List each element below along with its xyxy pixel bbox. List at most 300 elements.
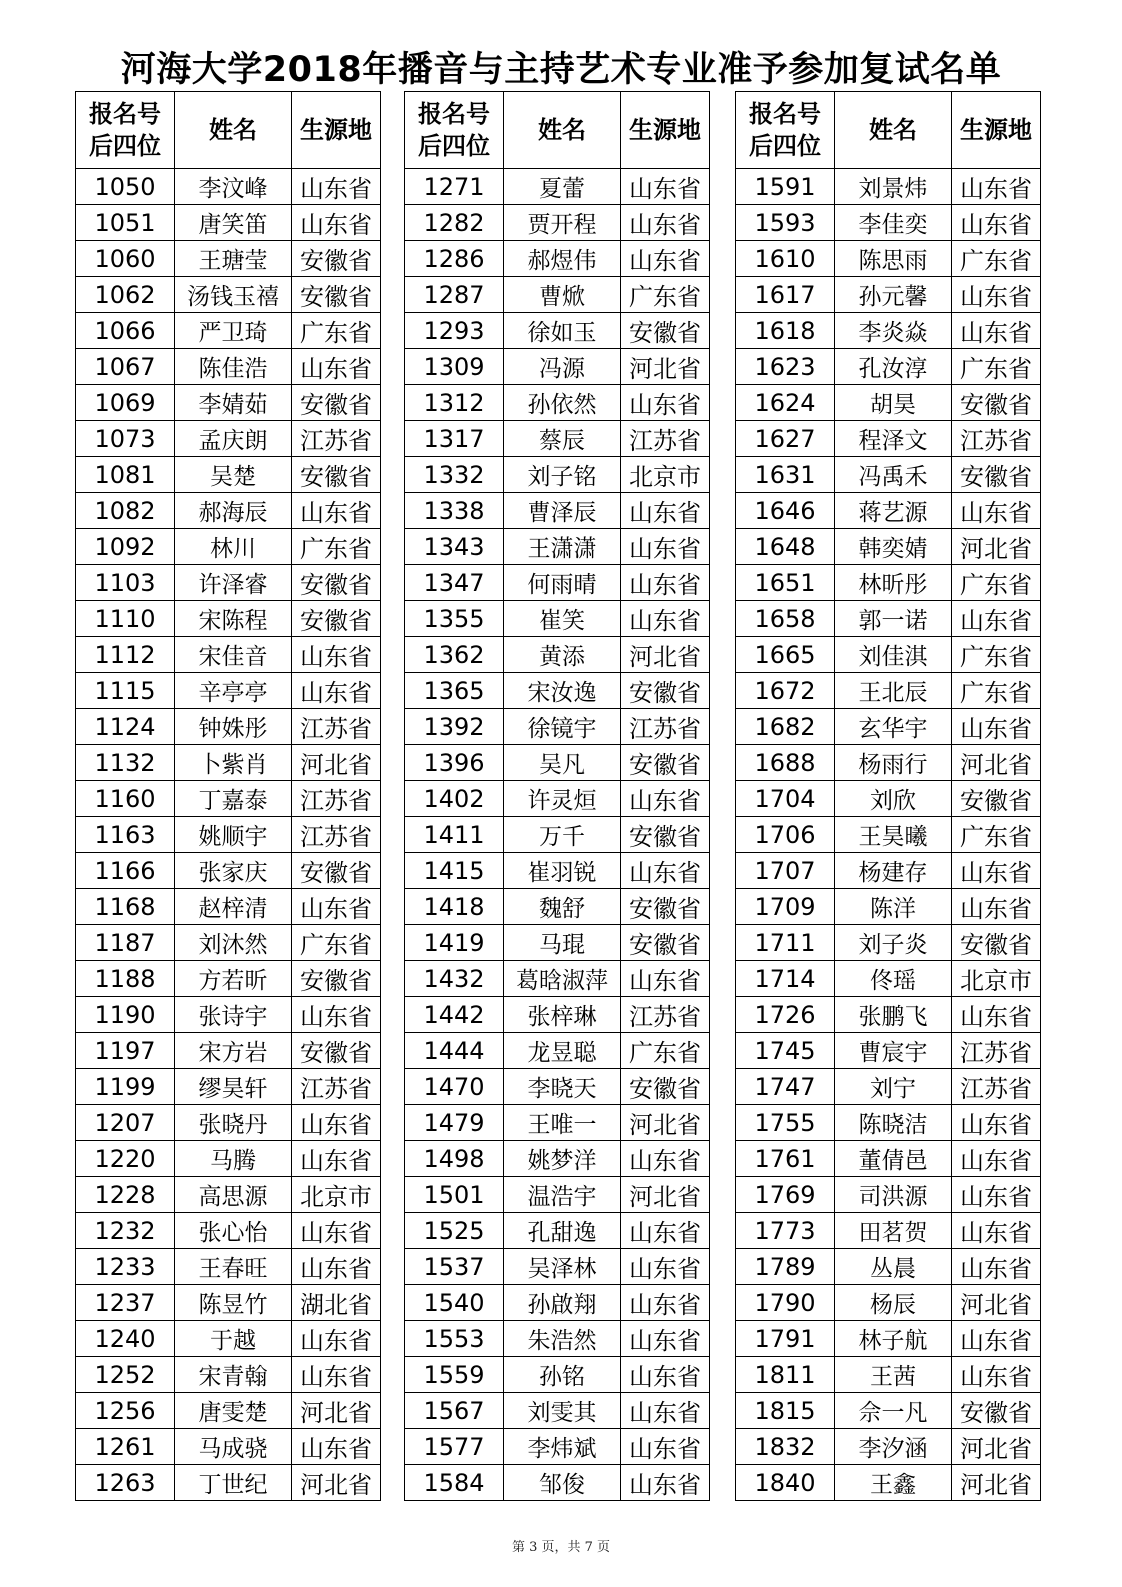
cell-name: 郝海辰 — [175, 493, 292, 529]
cell-name: 王昊曦 — [835, 817, 952, 853]
cell-province: 安徽省 — [292, 1033, 381, 1069]
cell-name: 田茗贺 — [835, 1213, 952, 1249]
table-row — [76, 241, 381, 277]
cell-registration-id: 1646 — [736, 493, 835, 529]
cell-name: 王潇潇 — [504, 529, 621, 565]
cell-name: 唐笑笛 — [175, 205, 292, 241]
cell-registration-id: 1790 — [736, 1285, 835, 1321]
table-row — [736, 529, 1041, 565]
cell-name: 刘宁 — [835, 1069, 952, 1105]
cell-province: 山东省 — [952, 1141, 1041, 1177]
table-row — [76, 1033, 381, 1069]
cell-registration-id: 1263 — [76, 1465, 175, 1501]
cell-name: 刘佳淇 — [835, 637, 952, 673]
table-row — [76, 601, 381, 637]
cell-province: 山东省 — [292, 1141, 381, 1177]
cell-province: 安徽省 — [292, 385, 381, 421]
cell-name: 王鑫 — [835, 1465, 952, 1501]
cell-registration-id: 1069 — [76, 385, 175, 421]
cell-name: 丛晨 — [835, 1249, 952, 1285]
table-row — [736, 457, 1041, 493]
cell-province: 广东省 — [952, 673, 1041, 709]
table-row — [736, 889, 1041, 925]
cell-province: 河北省 — [621, 1177, 710, 1213]
table-row — [405, 1465, 710, 1501]
cell-province: 安徽省 — [292, 853, 381, 889]
cell-registration-id: 1707 — [736, 853, 835, 889]
cell-name: 邹俊 — [504, 1465, 621, 1501]
cell-province: 山东省 — [621, 1393, 710, 1429]
table-row — [76, 853, 381, 889]
cell-registration-id: 1761 — [736, 1141, 835, 1177]
cell-name: 宋方岩 — [175, 1033, 292, 1069]
cell-registration-id: 1166 — [76, 853, 175, 889]
cell-registration-id: 1355 — [405, 601, 504, 637]
table-row — [405, 637, 710, 673]
cell-registration-id: 1402 — [405, 781, 504, 817]
cell-name: 马琨 — [504, 925, 621, 961]
cell-province: 河北省 — [292, 1465, 381, 1501]
cell-name: 唐雯楚 — [175, 1393, 292, 1429]
cell-province: 江苏省 — [292, 817, 381, 853]
cell-name: 佟瑶 — [835, 961, 952, 997]
cell-province: 安徽省 — [952, 457, 1041, 493]
cell-registration-id: 1682 — [736, 709, 835, 745]
cell-province: 山东省 — [952, 1249, 1041, 1285]
table-row — [76, 1105, 381, 1141]
cell-name: 崔羽锐 — [504, 853, 621, 889]
cell-name: 魏舒 — [504, 889, 621, 925]
cell-registration-id: 1286 — [405, 241, 504, 277]
cell-registration-id: 1627 — [736, 421, 835, 457]
cell-name: 温浩宇 — [504, 1177, 621, 1213]
table-row — [76, 1249, 381, 1285]
cell-name: 林子航 — [835, 1321, 952, 1357]
table-header-row — [405, 92, 710, 169]
table-row — [736, 1249, 1041, 1285]
cell-registration-id: 1672 — [736, 673, 835, 709]
table-row — [76, 637, 381, 673]
cell-registration-id: 1470 — [405, 1069, 504, 1105]
cell-province: 安徽省 — [621, 313, 710, 349]
cell-name: 孔汝淳 — [835, 349, 952, 385]
cell-registration-id: 1338 — [405, 493, 504, 529]
table-row — [405, 205, 710, 241]
cell-province: 河北省 — [952, 1285, 1041, 1321]
cell-name: 孟庆朗 — [175, 421, 292, 457]
cell-registration-id: 1525 — [405, 1213, 504, 1249]
table-row — [736, 853, 1041, 889]
table-row — [736, 601, 1041, 637]
cell-name: 王瑭莹 — [175, 241, 292, 277]
cell-province: 山东省 — [621, 241, 710, 277]
cell-registration-id: 1658 — [736, 601, 835, 637]
cell-name: 严卫琦 — [175, 313, 292, 349]
cell-name: 何雨晴 — [504, 565, 621, 601]
cell-name: 陈思雨 — [835, 241, 952, 277]
table-row — [736, 1141, 1041, 1177]
cell-province: 江苏省 — [292, 781, 381, 817]
cell-province: 山东省 — [621, 1249, 710, 1285]
cell-name: 宋汝逸 — [504, 673, 621, 709]
table-row — [405, 853, 710, 889]
cell-registration-id: 1082 — [76, 493, 175, 529]
cell-registration-id: 1252 — [76, 1357, 175, 1393]
table-row — [405, 313, 710, 349]
cell-registration-id: 1553 — [405, 1321, 504, 1357]
table-row — [76, 1213, 381, 1249]
table-row — [736, 493, 1041, 529]
cell-province: 安徽省 — [952, 925, 1041, 961]
table-row — [736, 385, 1041, 421]
cell-registration-id: 1537 — [405, 1249, 504, 1285]
cell-province: 山东省 — [292, 1105, 381, 1141]
table-row — [405, 1141, 710, 1177]
cell-registration-id: 1115 — [76, 673, 175, 709]
cell-registration-id: 1228 — [76, 1177, 175, 1213]
cell-province: 江苏省 — [292, 421, 381, 457]
cell-name: 王茜 — [835, 1357, 952, 1393]
cell-registration-id: 1365 — [405, 673, 504, 709]
table-row — [76, 709, 381, 745]
table-row — [76, 781, 381, 817]
cell-province: 山东省 — [621, 565, 710, 601]
cell-registration-id: 1711 — [736, 925, 835, 961]
cell-province: 湖北省 — [292, 1285, 381, 1321]
cell-registration-id: 1124 — [76, 709, 175, 745]
table-row — [76, 493, 381, 529]
cell-province: 山东省 — [952, 493, 1041, 529]
cell-registration-id: 1498 — [405, 1141, 504, 1177]
cell-name: 黄添 — [504, 637, 621, 673]
header-id — [76, 92, 175, 169]
cell-province: 山东省 — [621, 1357, 710, 1393]
cell-province: 山东省 — [292, 1249, 381, 1285]
cell-name: 吴凡 — [504, 745, 621, 781]
table-row — [76, 745, 381, 781]
cell-registration-id: 1444 — [405, 1033, 504, 1069]
table-header-row — [736, 92, 1041, 169]
table-row — [76, 673, 381, 709]
header-id-line1: 报名号 — [749, 100, 821, 128]
cell-province: 山东省 — [621, 1285, 710, 1321]
cell-name: 辛亭亭 — [175, 673, 292, 709]
table-row — [405, 565, 710, 601]
cell-province: 河北省 — [292, 745, 381, 781]
cell-name: 朱浩然 — [504, 1321, 621, 1357]
cell-registration-id: 1220 — [76, 1141, 175, 1177]
cell-name: 方若昕 — [175, 961, 292, 997]
cell-registration-id: 1199 — [76, 1069, 175, 1105]
cell-registration-id: 1347 — [405, 565, 504, 601]
cell-province: 山东省 — [952, 997, 1041, 1033]
table-row — [405, 1177, 710, 1213]
cell-registration-id: 1312 — [405, 385, 504, 421]
cell-registration-id: 1207 — [76, 1105, 175, 1141]
table-row — [405, 673, 710, 709]
cell-registration-id: 1567 — [405, 1393, 504, 1429]
cell-registration-id: 1050 — [76, 169, 175, 205]
cell-registration-id: 1103 — [76, 565, 175, 601]
cell-registration-id: 1060 — [76, 241, 175, 277]
cell-name: 郝煜伟 — [504, 241, 621, 277]
cell-name: 李佳奕 — [835, 205, 952, 241]
cell-province: 安徽省 — [621, 925, 710, 961]
cell-name: 李炜斌 — [504, 1429, 621, 1465]
cell-name: 赵梓清 — [175, 889, 292, 925]
cell-registration-id: 1411 — [405, 817, 504, 853]
cell-province: 山东省 — [621, 1213, 710, 1249]
cell-province: 安徽省 — [621, 745, 710, 781]
cell-name: 韩奕婧 — [835, 529, 952, 565]
table-row — [76, 421, 381, 457]
table-row — [405, 1069, 710, 1105]
table-row — [736, 1321, 1041, 1357]
cell-name: 蒋艺源 — [835, 493, 952, 529]
cell-name: 贾开程 — [504, 205, 621, 241]
cell-province: 山东省 — [952, 889, 1041, 925]
cell-province: 山东省 — [292, 493, 381, 529]
page-footer: 第 3 页，共 7 页 — [511, 1540, 611, 1555]
cell-province: 山东省 — [952, 1321, 1041, 1357]
roster-table-middle — [404, 91, 710, 1501]
table-row — [76, 169, 381, 205]
cell-province: 江苏省 — [292, 1069, 381, 1105]
cell-province: 安徽省 — [952, 385, 1041, 421]
cell-name: 李晓天 — [504, 1069, 621, 1105]
cell-name: 胡昊 — [835, 385, 952, 421]
cell-registration-id: 1745 — [736, 1033, 835, 1069]
cell-name: 曹泽辰 — [504, 493, 621, 529]
table-row — [76, 1429, 381, 1465]
cell-registration-id: 1418 — [405, 889, 504, 925]
cell-registration-id: 1160 — [76, 781, 175, 817]
table-row — [736, 1069, 1041, 1105]
cell-name: 钟姝彤 — [175, 709, 292, 745]
cell-registration-id: 1726 — [736, 997, 835, 1033]
cell-registration-id: 1190 — [76, 997, 175, 1033]
cell-province: 江苏省 — [952, 1033, 1041, 1069]
table-row — [405, 1033, 710, 1069]
cell-registration-id: 1651 — [736, 565, 835, 601]
cell-name: 程泽文 — [835, 421, 952, 457]
cell-province: 山东省 — [621, 1465, 710, 1501]
cell-name: 丁世纪 — [175, 1465, 292, 1501]
cell-name: 杨雨行 — [835, 745, 952, 781]
cell-registration-id: 1706 — [736, 817, 835, 853]
cell-registration-id: 1501 — [405, 1177, 504, 1213]
cell-name: 佘一凡 — [835, 1393, 952, 1429]
cell-registration-id: 1112 — [76, 637, 175, 673]
table-row — [736, 1357, 1041, 1393]
table-row — [736, 961, 1041, 997]
cell-registration-id: 1317 — [405, 421, 504, 457]
cell-province: 江苏省 — [621, 421, 710, 457]
cell-province: 广东省 — [952, 241, 1041, 277]
cell-province: 山东省 — [952, 313, 1041, 349]
header-id-line2: 后四位 — [418, 132, 490, 160]
cell-registration-id: 1073 — [76, 421, 175, 457]
cell-registration-id: 1261 — [76, 1429, 175, 1465]
cell-name: 刘沐然 — [175, 925, 292, 961]
cell-registration-id: 1747 — [736, 1069, 835, 1105]
cell-registration-id: 1092 — [76, 529, 175, 565]
table-row — [405, 421, 710, 457]
cell-province: 山东省 — [292, 889, 381, 925]
table-row — [76, 1357, 381, 1393]
table-row — [736, 1285, 1041, 1321]
cell-registration-id: 1577 — [405, 1429, 504, 1465]
table-row — [736, 1213, 1041, 1249]
header-province: 生源地 — [952, 92, 1041, 169]
cell-registration-id: 1066 — [76, 313, 175, 349]
cell-registration-id: 1343 — [405, 529, 504, 565]
table-row — [736, 169, 1041, 205]
cell-province: 山东省 — [621, 529, 710, 565]
cell-name: 许泽睿 — [175, 565, 292, 601]
cell-province: 山东省 — [621, 1141, 710, 1177]
cell-registration-id: 1309 — [405, 349, 504, 385]
cell-province: 河北省 — [952, 1429, 1041, 1465]
cell-province: 山东省 — [292, 169, 381, 205]
table-row — [76, 313, 381, 349]
cell-province: 河北省 — [621, 349, 710, 385]
cell-registration-id: 1593 — [736, 205, 835, 241]
cell-province: 广东省 — [292, 313, 381, 349]
cell-registration-id: 1287 — [405, 277, 504, 313]
cell-registration-id: 1293 — [405, 313, 504, 349]
cell-registration-id: 1419 — [405, 925, 504, 961]
cell-province: 山东省 — [292, 997, 381, 1033]
cell-registration-id: 1665 — [736, 637, 835, 673]
roster-table-left — [75, 91, 381, 1501]
cell-name: 张心怡 — [175, 1213, 292, 1249]
cell-registration-id: 1709 — [736, 889, 835, 925]
cell-name: 葛晗淑萍 — [504, 961, 621, 997]
cell-province: 山东省 — [621, 493, 710, 529]
cell-registration-id: 1237 — [76, 1285, 175, 1321]
header-id-line2: 后四位 — [749, 132, 821, 160]
table-row — [76, 349, 381, 385]
cell-registration-id: 1591 — [736, 169, 835, 205]
cell-province: 山东省 — [621, 205, 710, 241]
cell-name: 张梓琳 — [504, 997, 621, 1033]
cell-province: 山东省 — [952, 277, 1041, 313]
cell-name: 孙元馨 — [835, 277, 952, 313]
header-id-line1: 报名号 — [89, 100, 161, 128]
cell-name: 王春旺 — [175, 1249, 292, 1285]
cell-name: 万千 — [504, 817, 621, 853]
table-row — [405, 745, 710, 781]
cell-registration-id: 1256 — [76, 1393, 175, 1429]
cell-province: 安徽省 — [621, 673, 710, 709]
cell-name: 郭一诺 — [835, 601, 952, 637]
table-row — [405, 1285, 710, 1321]
cell-registration-id: 1811 — [736, 1357, 835, 1393]
cell-registration-id: 1271 — [405, 169, 504, 205]
cell-name: 王唯一 — [504, 1105, 621, 1141]
cell-province: 山东省 — [292, 205, 381, 241]
table-row — [405, 1321, 710, 1357]
cell-registration-id: 1240 — [76, 1321, 175, 1357]
table-row — [736, 205, 1041, 241]
table-row — [736, 421, 1041, 457]
cell-registration-id: 1648 — [736, 529, 835, 565]
table-row — [736, 565, 1041, 601]
table-row — [405, 961, 710, 997]
cell-province: 广东省 — [621, 1033, 710, 1069]
cell-province: 广东省 — [952, 637, 1041, 673]
cell-province: 山东省 — [952, 205, 1041, 241]
cell-name: 蔡辰 — [504, 421, 621, 457]
cell-province: 山东省 — [952, 709, 1041, 745]
table-row — [76, 961, 381, 997]
table-row — [405, 817, 710, 853]
cell-name: 孙铭 — [504, 1357, 621, 1393]
cell-province: 广东省 — [292, 529, 381, 565]
table-row — [405, 1429, 710, 1465]
table-row — [405, 1357, 710, 1393]
table-row — [736, 349, 1041, 385]
cell-registration-id: 1559 — [405, 1357, 504, 1393]
table-row — [76, 1285, 381, 1321]
cell-name: 陈晓洁 — [835, 1105, 952, 1141]
table-row — [76, 1465, 381, 1501]
table-row — [76, 385, 381, 421]
cell-name: 李炎焱 — [835, 313, 952, 349]
cell-province: 广东省 — [621, 277, 710, 313]
table-row — [76, 997, 381, 1033]
cell-registration-id: 1362 — [405, 637, 504, 673]
table-row — [405, 925, 710, 961]
table-row — [736, 1105, 1041, 1141]
cell-name: 徐如玉 — [504, 313, 621, 349]
cell-registration-id: 1791 — [736, 1321, 835, 1357]
header-id — [405, 92, 504, 169]
cell-province: 广东省 — [952, 817, 1041, 853]
cell-province: 山东省 — [292, 1321, 381, 1357]
cell-province: 江苏省 — [621, 997, 710, 1033]
cell-name: 夏蕾 — [504, 169, 621, 205]
table-row — [405, 997, 710, 1033]
table-row — [405, 1393, 710, 1429]
table-row — [76, 457, 381, 493]
header-name: 姓名 — [835, 92, 952, 169]
cell-province: 山东省 — [292, 349, 381, 385]
cell-name: 崔笑 — [504, 601, 621, 637]
cell-registration-id: 1755 — [736, 1105, 835, 1141]
cell-province: 山东省 — [952, 169, 1041, 205]
cell-name: 陈佳浩 — [175, 349, 292, 385]
cell-province: 北京市 — [621, 457, 710, 493]
table-row — [736, 1177, 1041, 1213]
table-row — [736, 817, 1041, 853]
cell-province: 安徽省 — [292, 457, 381, 493]
cell-province: 山东省 — [292, 1213, 381, 1249]
cell-province: 山东省 — [292, 1429, 381, 1465]
table-row — [76, 925, 381, 961]
cell-registration-id: 1332 — [405, 457, 504, 493]
cell-name: 刘欣 — [835, 781, 952, 817]
cell-name: 卜紫肖 — [175, 745, 292, 781]
cell-province: 山东省 — [952, 853, 1041, 889]
cell-registration-id: 1051 — [76, 205, 175, 241]
cell-name: 许灵烜 — [504, 781, 621, 817]
cell-province: 山东省 — [621, 961, 710, 997]
header-name: 姓名 — [175, 92, 292, 169]
cell-registration-id: 1624 — [736, 385, 835, 421]
cell-name: 宋陈程 — [175, 601, 292, 637]
